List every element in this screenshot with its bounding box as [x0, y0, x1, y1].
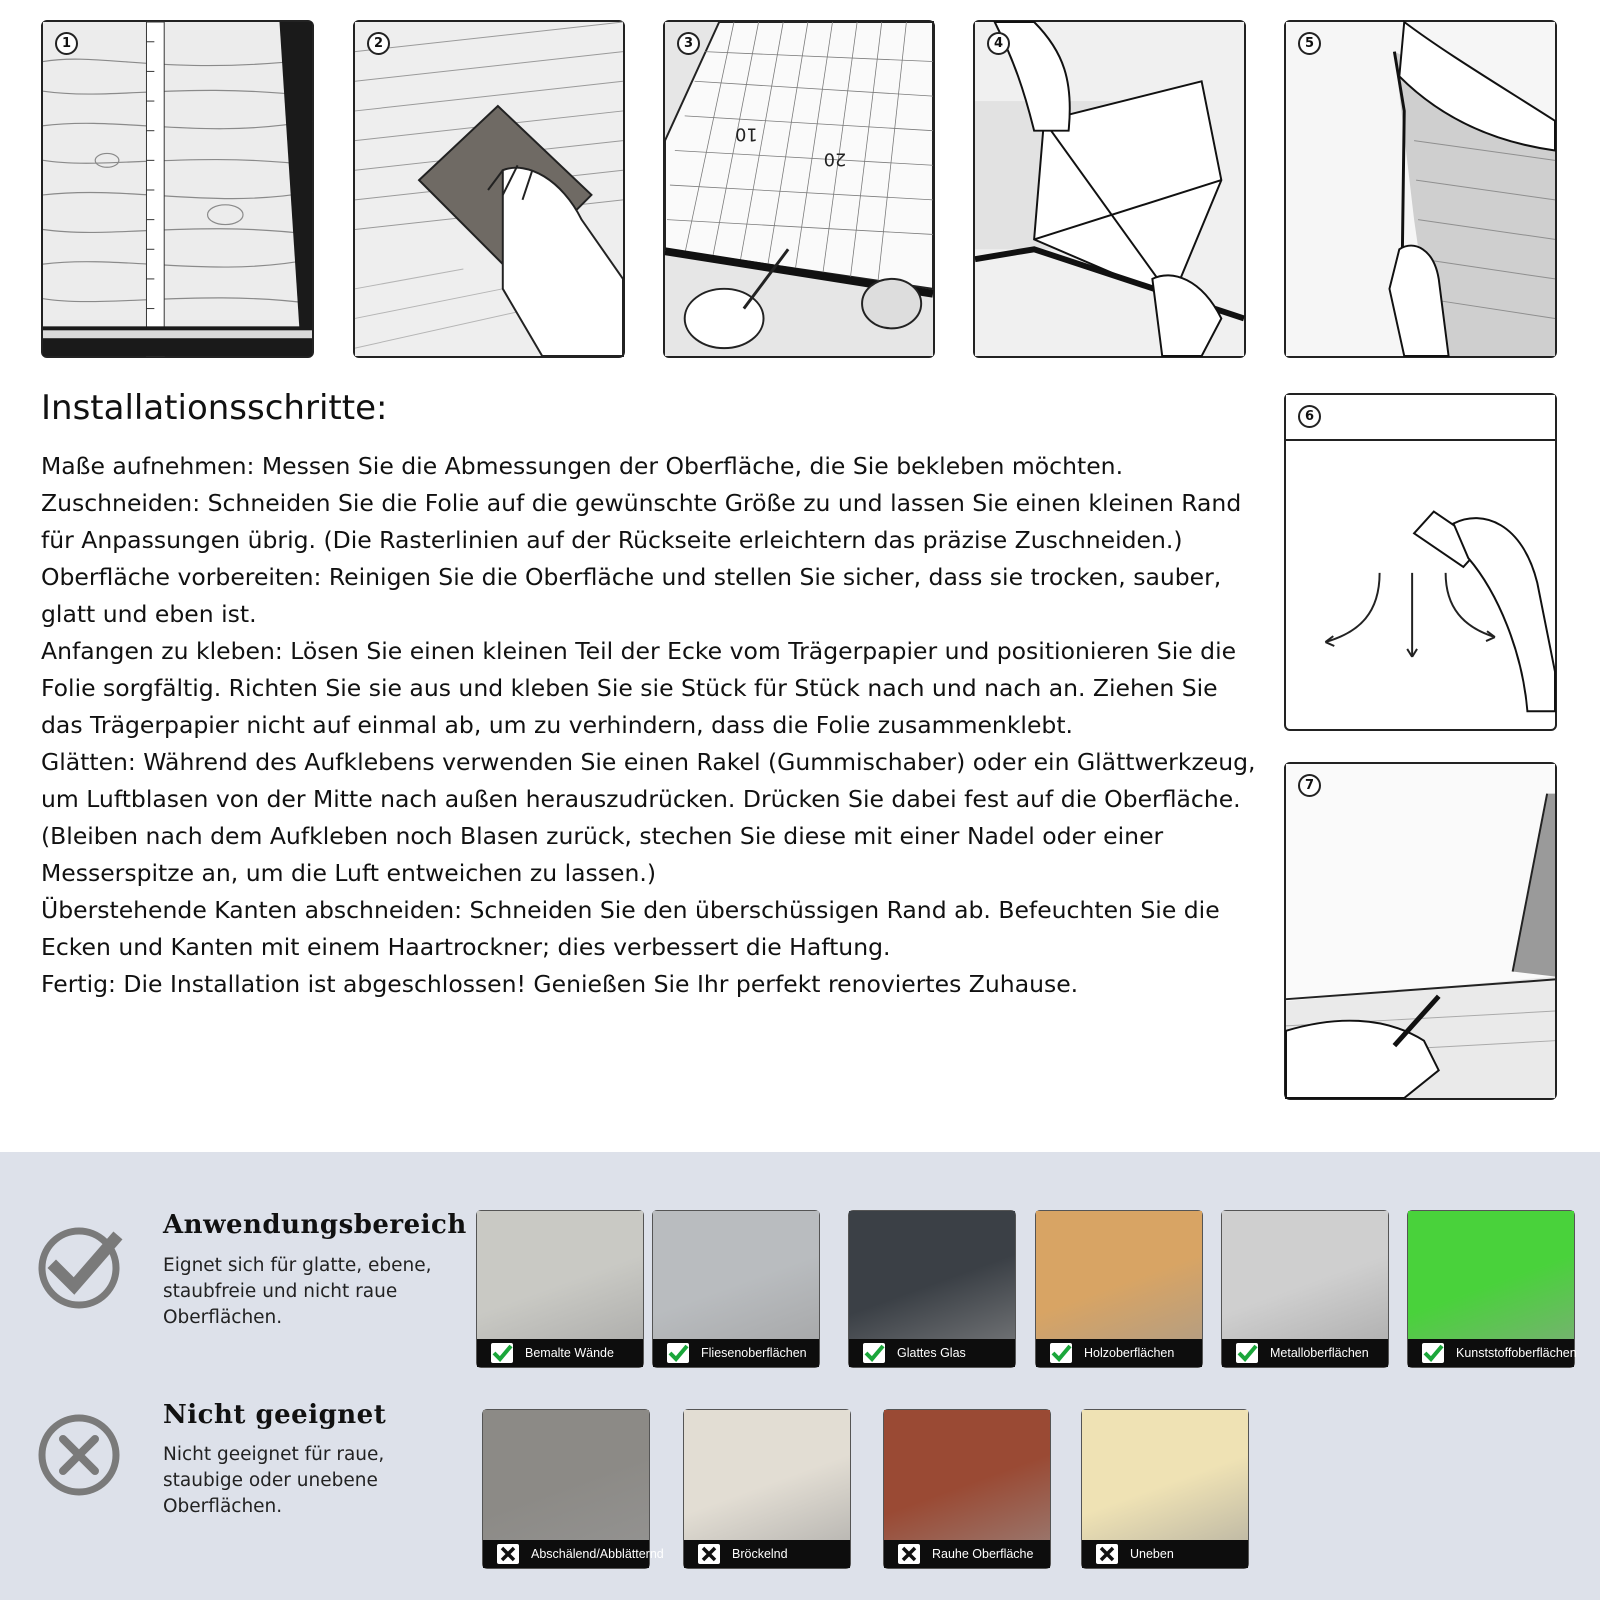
surface-photo [849, 1211, 1015, 1339]
surface-caption: Abschälend/Abblätternd [483, 1540, 649, 1568]
instruction-step: Anfangen zu kleben: Lösen Sie einen kleinen Teil der Ecke vom Trägerpapier und positionieren Sie die Folie sorgfältig. Richten Sie sie aus und kleben Sie sie Stück für Stück nach und nach an. Ziehen Sie das Trägerpapier nicht auf einmal ab, um zu verhindern, dass die Folie zusammenklebt. [41, 637, 1237, 739]
surface-photo [653, 1211, 819, 1339]
apply-film-illustration [1286, 22, 1555, 356]
surface-photo [1408, 1211, 1574, 1339]
surface-tile [1081, 1409, 1249, 1569]
surface-tile [652, 1210, 820, 1368]
step-number: 1 [55, 32, 78, 55]
step-3-panel [663, 20, 935, 358]
cross-icon [698, 1544, 720, 1564]
surface-photo [684, 1410, 850, 1540]
step-4-panel [973, 20, 1246, 358]
peel-corner-illustration [975, 22, 1244, 356]
cut-grid-illustration [665, 22, 933, 356]
surface-caption: Bröckelnd [684, 1540, 850, 1568]
surface-photo [1082, 1410, 1248, 1540]
step-number: 7 [1298, 774, 1321, 797]
cross-icon [1096, 1544, 1118, 1564]
instructions-title: Installationsschritte: [41, 388, 388, 428]
green-check-icon [863, 1343, 885, 1363]
instruction-step: Fertig: Die Installation ist abgeschlossen! Genießen Sie Ihr perfekt renoviertes Zuhause. [41, 970, 1079, 998]
surface-tile [883, 1409, 1051, 1569]
step-number: 3 [677, 32, 700, 55]
green-check-icon [667, 1343, 689, 1363]
surface-suitability-section [0, 1152, 1600, 1600]
grid-label-20: 20 [823, 148, 847, 169]
step-number: 4 [987, 32, 1010, 55]
surface-caption: Holzoberflächen [1036, 1339, 1202, 1367]
wood-measure-illustration [43, 22, 312, 356]
surface-caption: Rauhe Oberfläche [884, 1540, 1050, 1568]
surface-caption: Bemalte Wände [477, 1339, 643, 1367]
suitable-description: Eignet sich für glatte, ebene, staubfreie und nicht raue Oberflächen. [163, 1255, 432, 1328]
surface-tile [476, 1210, 644, 1368]
step-1-panel [41, 20, 314, 358]
step-6-panel [1284, 393, 1557, 731]
wipe-surface-illustration [355, 22, 623, 356]
step-number: 5 [1298, 32, 1321, 55]
surface-tile [1035, 1210, 1203, 1368]
surface-tile [1407, 1210, 1575, 1368]
surface-tile [1221, 1210, 1389, 1368]
surface-tile [482, 1409, 664, 1569]
unsuitable-title: Nicht geeignet [163, 1400, 387, 1430]
surface-caption: Glattes Glas [849, 1339, 1015, 1367]
surface-caption: Metalloberflächen [1222, 1339, 1388, 1367]
unsuitable-description: Nicht geeignet für raue, staubige oder unebene Oberflächen. [163, 1444, 385, 1517]
instruction-step: Glätten: Während des Aufklebens verwenden Sie einen Rakel (Gummischaber) oder ein Glättwerkzeug, um Luftblasen von der Mitte nach außen herauszudrücken. Drücken Sie dabei fest auf die Oberfläche. (Bleiben nach dem Aufkleben noch Blasen zurück, stechen Sie diese mit einer Nadel oder einer Messerspitze an, um die Luft entweichen zu lassen.) [41, 748, 1256, 887]
step-5-panel [1284, 20, 1557, 358]
surface-photo [1036, 1211, 1202, 1339]
surface-photo [1222, 1211, 1388, 1339]
squeegee-illustration [1286, 395, 1555, 729]
cross-icon [898, 1544, 920, 1564]
surface-caption: Fliesenoberflächen [653, 1339, 819, 1367]
trim-edges-illustration [1286, 764, 1555, 1098]
cross-icon [497, 1544, 519, 1564]
instruction-step: Zuschneiden: Schneiden Sie die Folie auf die gewünschte Größe zu und lassen Sie einen kleinen Rand für Anpassungen übrig. (Die Rasterlinien auf der Rückseite erleichtern das präzise Zuschneiden.) [41, 489, 1242, 554]
surface-tile [848, 1210, 1016, 1368]
step-number: 2 [367, 32, 390, 55]
surface-tile [683, 1409, 851, 1569]
surface-photo [884, 1410, 1050, 1540]
green-check-icon [491, 1343, 513, 1363]
instruction-step: Überstehende Kanten abschneiden: Schneiden Sie den überschüssigen Rand ab. Befeuchten Sie die Ecken und Kanten mit einem Haartrockner; dies verbessert die Haftung. [41, 896, 1220, 961]
surface-caption: Kunststoffoberflächen [1408, 1339, 1574, 1367]
instruction-step: Maße aufnehmen: Messen Sie die Abmessungen der Oberfläche, die Sie bekleben möchten. [41, 452, 1124, 480]
check-circle-icon [36, 1222, 122, 1308]
green-check-icon [1422, 1343, 1444, 1363]
x-circle-icon [36, 1412, 122, 1498]
instructions-text [41, 448, 1256, 1003]
surface-photo [483, 1410, 649, 1540]
step-number: 6 [1298, 405, 1321, 428]
green-check-icon [1050, 1343, 1072, 1363]
surface-caption: Uneben [1082, 1540, 1248, 1568]
surface-photo [477, 1211, 643, 1339]
step-2-panel [353, 20, 625, 358]
instruction-step: Oberfläche vorbereiten: Reinigen Sie die Oberfläche und stellen Sie sicher, dass sie trocken, sauber, glatt und eben ist. [41, 563, 1222, 628]
grid-label-10: 10 [735, 123, 758, 144]
suitable-title: Anwendungsbereich [163, 1210, 467, 1240]
green-check-icon [1236, 1343, 1258, 1363]
step-7-panel [1284, 762, 1557, 1100]
